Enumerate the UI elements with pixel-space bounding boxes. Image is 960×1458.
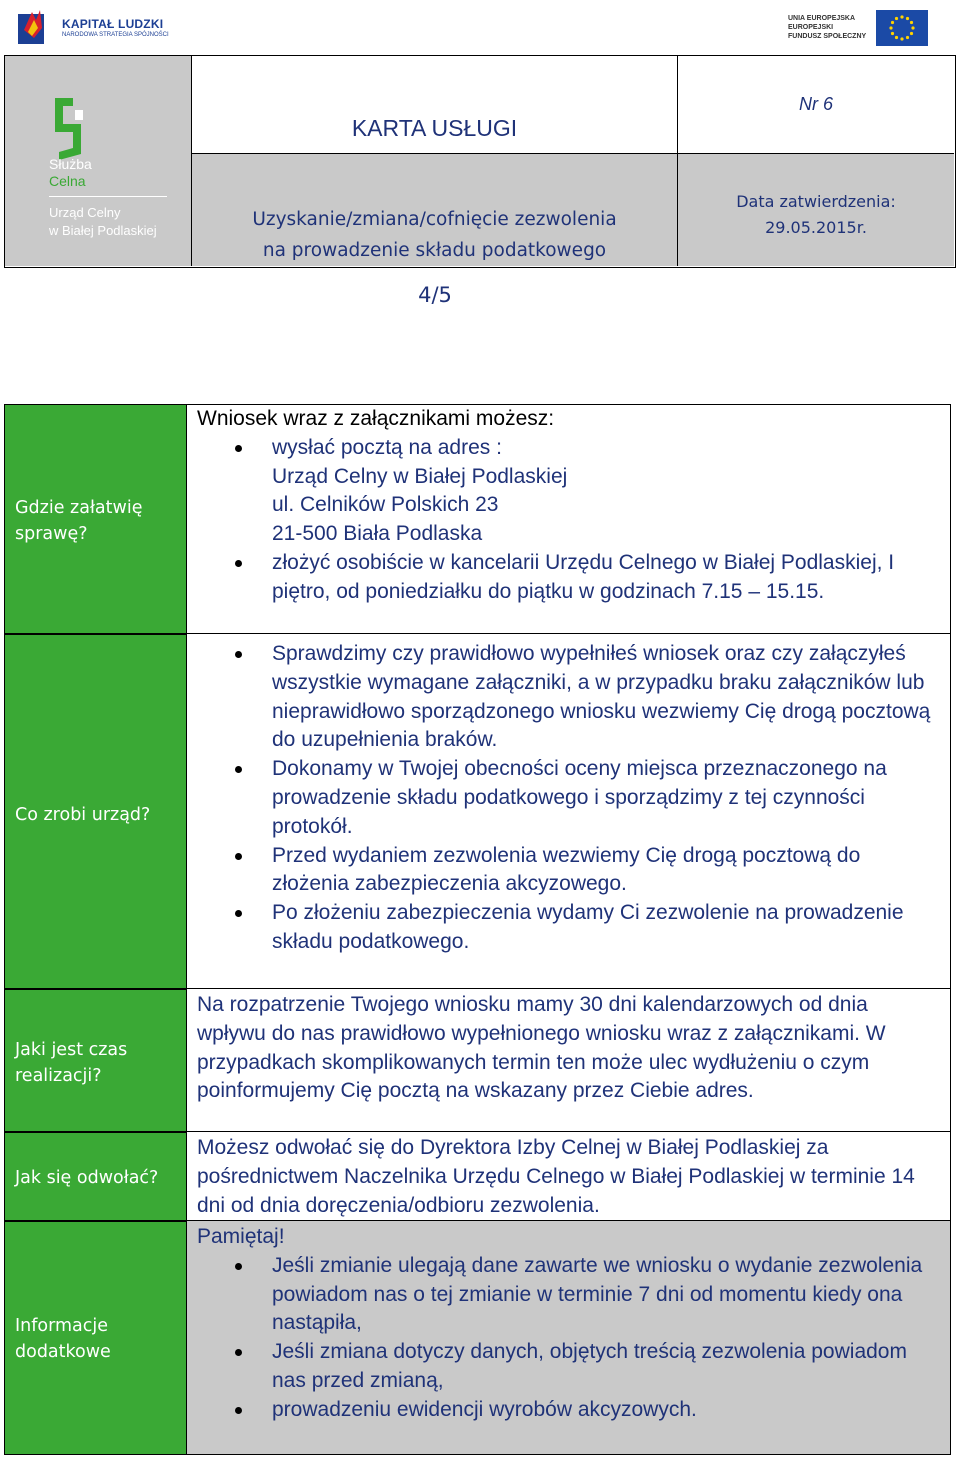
page-number: 4/5 — [418, 283, 452, 307]
info-row — [187, 1220, 951, 1455]
eu-line2: EUROPEJSKI — [788, 24, 834, 31]
label-separator — [4, 1131, 187, 1133]
header-table — [4, 55, 956, 268]
label-separator — [4, 1220, 187, 1222]
address-line: wysłać pocztą na adres : — [272, 435, 502, 459]
approval-date — [678, 189, 954, 241]
label-appeal: Jak się odwołać? — [15, 1168, 159, 1188]
kapital-ludzki-logo — [14, 4, 169, 48]
office-row — [187, 633, 951, 990]
content-column — [187, 404, 951, 1455]
approval-date-value: 29.05.2015r. — [765, 218, 867, 237]
office-list — [197, 640, 942, 957]
eu-line3: FUNDUSZ SPOŁECZNY — [788, 33, 867, 40]
appeal-row — [187, 1131, 951, 1222]
office-content — [197, 640, 942, 957]
service-line1: Uzyskanie/zmiana/cofnięcie zezwolenia — [252, 209, 617, 230]
where-bullet-mail — [197, 434, 942, 549]
time-row — [187, 988, 951, 1133]
eu-line1: UNIA EUROPEJSKA — [788, 15, 856, 22]
info-bullet: Jeśli zmianie ulegają dane zawarte we wniosku o wydanie zezwolenia powiadom nas o tej zmianie w terminie 7 dni od momentu kiedy ona nastąpiła, — [197, 1252, 942, 1338]
customs-name-line1: Służba — [49, 156, 92, 172]
logo-divider — [49, 196, 167, 197]
label-column — [4, 404, 187, 1455]
label-office-actions: Co zrobi urząd? — [15, 805, 151, 825]
where-list — [197, 434, 942, 607]
info-bullet: Jeśli zmiana dotyczy danych, objętych treścią zezwolenia powiadom nas przed zmianą, — [197, 1338, 942, 1396]
info-content — [197, 1223, 942, 1425]
kapital-ludzki-title: KAPITAŁ LUDZKI — [62, 17, 164, 31]
card-title: KARTA USŁUGI — [351, 115, 518, 141]
address-line: Urząd Celny w Białej Podlaskiej — [272, 464, 568, 488]
info-intro: Pamiętaj! — [197, 1225, 285, 1248]
kapital-ludzki-subtitle: NARODOWA STRATEGIA SPÓJNOŚCI — [62, 32, 169, 38]
customs-name-line2: Celna — [49, 173, 86, 189]
label-where: Gdzie załatwię sprawę? — [15, 498, 143, 544]
title-cell — [192, 56, 678, 154]
address-line: ul. Celników Polskich 23 — [272, 493, 499, 517]
processing-time-text: Na rozpatrzenie Twojego wniosku mamy 30 dni kalendarzowych od dnia wpływu do nas prawidłowo wypełnionego wniosku wraz z załącznikami. W przypadkach skomplikowanych termin ten może ulec wydłużeniu o czym poinformujemy Cię pocztą na wskazany przez Ciebie adres. — [197, 993, 886, 1103]
service-name — [192, 204, 677, 266]
eu-flag-icon — [876, 10, 928, 46]
kapital-ludzki-flag-icon — [16, 8, 52, 44]
where-intro: Wniosek wraz z załącznikami możesz: — [197, 407, 555, 430]
info-list — [197, 1252, 942, 1425]
address-line: 21-500 Biała Podlaska — [272, 522, 483, 546]
office-bullet: Sprawdzimy czy prawidłowo wypełniłeś wniosek oraz czy załączyłeś wszystkie wymagane załączniki, a w przypadku braku załączników lub nieprawidłowo sporządzonego wniosku wezwiemy Cię drogą pocztową do uzupełnienia braków. — [197, 640, 942, 755]
where-bullet-office: złożyć osobiście w kancelarii Urzędu Celnego w Białej Podlaskiej, I piętro, od poniedziałku do piątku w godzinach 7.15 – 15.15. — [197, 549, 942, 607]
label-separator — [4, 988, 187, 990]
service-details-table — [4, 404, 951, 1455]
office-line1: Urząd Celny — [49, 205, 121, 220]
info-bullet: prowadzeniu ewidencji wyrobów akcyzowych. — [197, 1396, 942, 1425]
where-row — [187, 404, 951, 635]
eu-logo — [788, 6, 928, 46]
label-separator — [4, 633, 187, 635]
label-processing-time: Jaki jest czas realizacji? — [15, 1040, 128, 1086]
customs-logo-cell — [5, 56, 192, 266]
card-number: Nr 6 — [798, 94, 833, 114]
approval-date-label: Data zatwierdzenia: — [736, 192, 896, 211]
eu-text — [788, 14, 866, 41]
number-cell — [678, 56, 954, 154]
office-bullet: Po złożeniu zabezpieczenia wydamy Ci zezwolenie na prowadzenie składu podatkowego. — [197, 899, 942, 957]
label-additional-info: Informacje dodatkowe — [15, 1316, 111, 1362]
office-bullet: Dokonamy w Twojej obecności oceny miejsca przeznaczonego na prowadzenie składu podatkowego i sporządzimy z tej czynności protokół. — [197, 755, 942, 841]
service-name-cell — [192, 154, 678, 266]
customs-office-name — [49, 204, 157, 240]
office-bullet: Przed wydaniem zezwolenia wezwiemy Cię drogą pocztową do złożenia zabezpieczenia akcyzowego. — [197, 842, 942, 900]
appeal-text: Możesz odwołać się do Dyrektora Izby Celnej w Białej Podlaskiej za pośrednictwem Naczelnika Urzędu Celnego w Białej Podlaskiej w terminie 14 dni od dnia doręczenia/odbioru zezwolenia. — [197, 1136, 915, 1217]
where-content — [197, 405, 942, 607]
customs-service-emblem-icon — [49, 94, 89, 164]
office-line2: w Białej Podlaskiej — [49, 223, 157, 238]
approval-date-cell — [678, 154, 954, 266]
service-line2: na prowadzenie składu podatkowego — [262, 240, 607, 261]
